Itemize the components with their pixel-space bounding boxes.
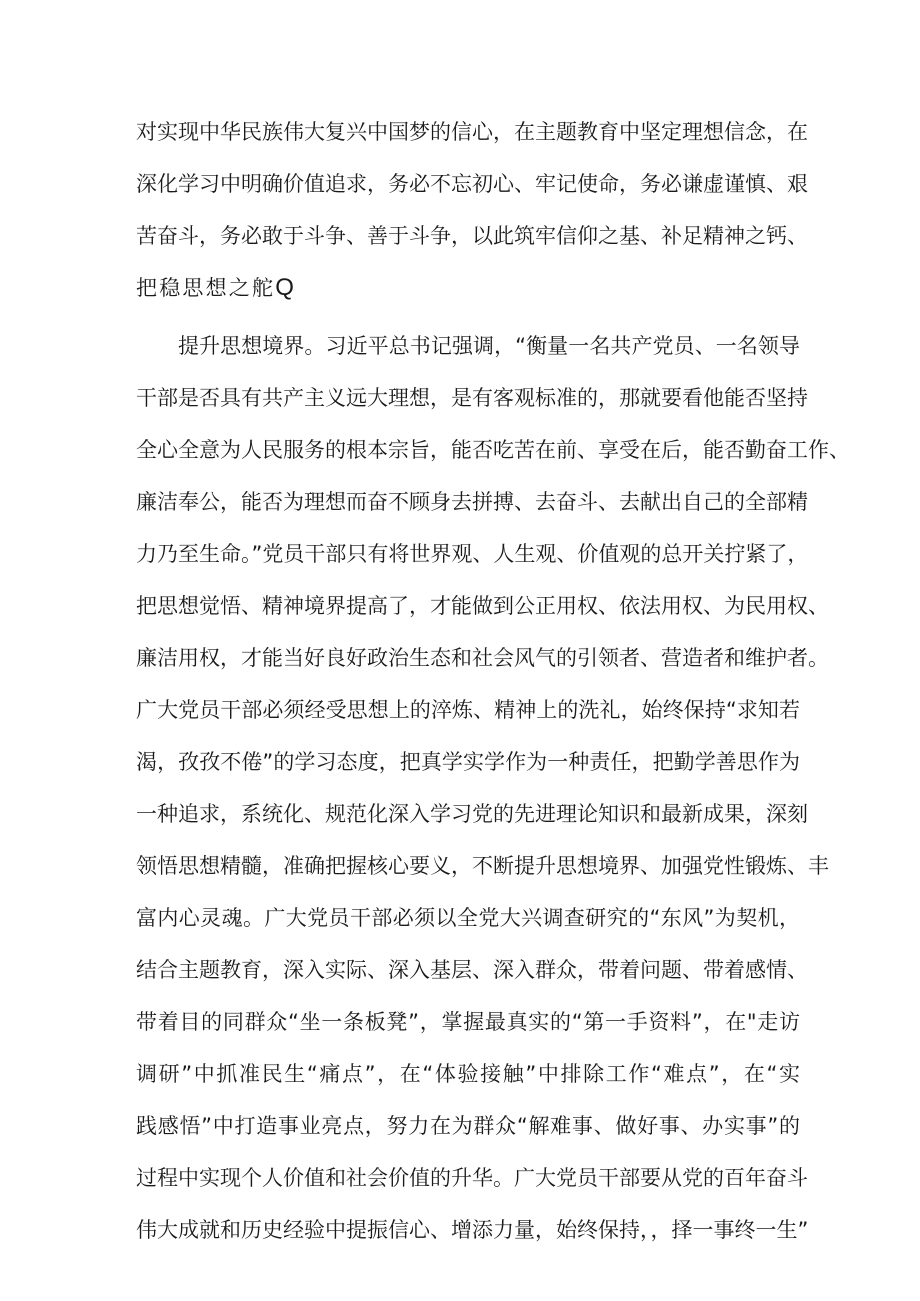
paragraph-2-line-17: 过程中实现个人价值和社会价值的升华。广大党员干部要从党的百年奋斗 [136, 1166, 808, 1190]
paragraph-2-line-16: 践感悟”中打造事业亮点，努力在为群众“解难事、做好事、办实事”的 [136, 1114, 800, 1138]
paragraph-2-line-1: 提升思想境界。习近平总书记强调，“衡量一名共产党员、一名领导 [178, 334, 800, 358]
paragraph-2-line-4: 廉洁奉公，能否为理想而奋不顾身去拼搏、去奋斗、去献出自己的全部精 [136, 490, 808, 514]
paragraph-1-line-3: 苦奋斗，务必敢于斗争、善于斗争，以此筑牢信仰之基、补足精神之钙、 [136, 224, 808, 248]
paragraph-1-line-2: 深化学习中明确价值追求，务必不忘初心、牢记使命，务必谦虚谨慎、艰 [136, 172, 808, 196]
paragraph-2-line-3: 全心全意为人民服务的根本宗旨，能否吃苦在前、享受在后，能否勤奋工作、 [136, 438, 850, 462]
paragraph-2-line-13: 结合主题教育，深入实际、深入基层、深入群众，带着问题、带着感情、 [136, 958, 808, 982]
paragraph-2-line-2: 干部是否具有共产主义远大理想，是有客观标准的，那就要看他能否坚持 [136, 386, 808, 410]
paragraph-2-line-10: 一种追求，系统化、规范化深入学习党的先进理论知识和最新成果，深刻 [136, 802, 808, 826]
paragraph-1-end-mark: Q [275, 274, 294, 301]
paragraph-2-line-9: 渴，孜孜不倦”的学习态度，把真学实学作为一种责任，把勤学善思作为 [136, 750, 800, 774]
paragraph-2-line-7: 廉洁用权，才能当好良好政治生态和社会风气的引领者、营造者和维护者。 [136, 646, 829, 670]
paragraph-2-line-18: 伟大成就和历史经验中提振信心、增添力量，始终保持，，择一事终一生” [136, 1218, 809, 1242]
paragraph-2-line-12: 富内心灵魂。广大党员干部必须以全党大兴调查研究的“东风”为契机， [136, 906, 800, 930]
paragraph-1-line-1: 对实现中华民族伟大复兴中国梦的信心，在主题教育中坚定理想信念，在 [136, 120, 808, 144]
paragraph-2-line-5: 力乃至生命。”党员干部只有将世界观、人生观、价值观的总开关拧紧了， [136, 542, 809, 566]
paragraph-2-line-11: 领悟思想精髓，准确把握核心要义，不断提升思想境界、加强党性锻炼、丰 [136, 854, 829, 878]
paragraph-2-line-15: 调研”中抓准民生“痛点”，在“体验接触”中排除工作“难点”，在“实 [136, 1062, 800, 1086]
paragraph-2-line-14: 带着目的同群众“坐一条板凳”，掌握最真实的“第一手资料”，在"走访 [136, 1010, 800, 1034]
paragraph-2-line-8: 广大党员干部必须经受思想上的淬炼、精神上的洗礼，始终保持“求知若 [136, 698, 800, 722]
paragraph-1-line-4-text: 把稳思想之舵 [136, 276, 276, 300]
paragraph-1-line-4 [136, 276, 294, 300]
paragraph-2-line-6: 把思想觉悟、精神境界提高了，才能做到公正用权、依法用权、为民用权、 [136, 594, 829, 618]
